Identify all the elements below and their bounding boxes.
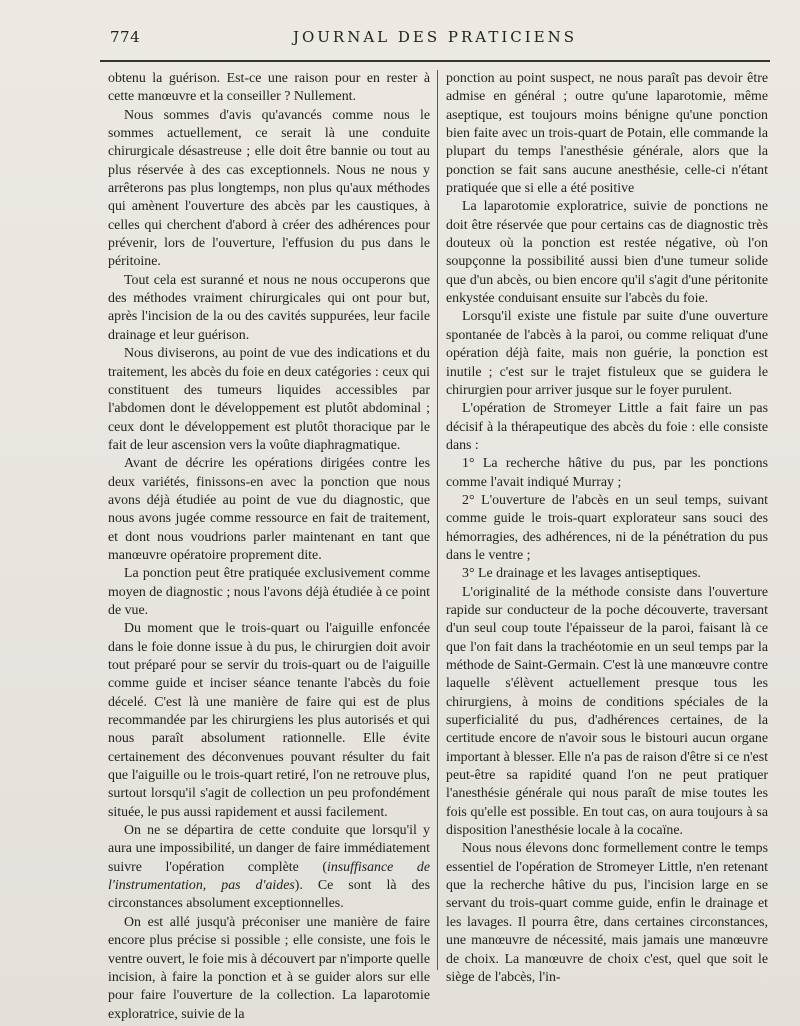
left-column [108, 70, 430, 1024]
paragraph: L'opération de Stromeyer Little a fait faire un pas décisif à la thérapeutique des abcès du foie : elle consiste dans : [446, 401, 768, 453]
paragraph: La laparotomie exploratrice, suivie de ponctions ne doit être réservée que pour certains cas de diagnostic très douteux où la ponction est restée négative, où l'on soupçonne la possibilité aussi bien d'une tumeur solide que d'un abcès, ou bien encore qu'il s'agit d'une péritonite enkystée conduisant ensuite sur l'abcès du foie. [446, 199, 768, 307]
paragraph: On est allé jusqu'à préconiser une manière de faire encore plus précise si possible ; elle consiste, une fois le ventre ouvert, le foie mis à découvert par n'importe quelle incision, à faire la ponction et à se guider alors sur elle pour faire l'ouverture de la collection. La laparotomie exploratrice, suivie de la [108, 914, 430, 1022]
list-item: 1° La recherche hâtive du pus, par les ponctions comme l'avait indiqué Murray ; [446, 456, 768, 490]
paragraph: La ponction peut être pratiquée exclusivement comme moyen de diagnostic ; nous l'avons déjà étudiée à ce point de vue. [108, 566, 430, 618]
column-divider [437, 70, 438, 970]
paragraph [108, 822, 430, 914]
paragraph: L'originalité de la méthode consiste dans l'ouverture rapide sur conducteur de la poche découverte, traversant d'un seul coup toute l'épaisseur de la paroi, faisant là ce que l'on fait dans la trachéotomie en un seul temps par la méthode de Saint-Germain. C'est là une manœuvre contre laquelle s'élèvent actuellement presque tous les chirurgiens, à moins de conditions spéciales de la superficialité du pus, d'adhérences certaines, de la certitude encore de n'avoir sous le bistouri aucun organe important à blesser. Elle n'a pas de raison d'être si ce n'est peut-être sa rapidité quand l'on ne peut pratiquer l'anesthésie générale qui nous paraît de mise toutes les fois qu'elle est possible. En tout cas, on aura toujours à sa disposition l'anesthésie locale à la cocaïne. [446, 584, 768, 839]
paragraph-text: ). Ce sont là des circonstances absolument exceptionnelles. [108, 878, 430, 912]
header-rule [100, 60, 770, 62]
list-item: 2° L'ouverture de l'abcès en un seul temps, suivant comme guide le trois-quart explorateur sans souci des hémorragies, des adhérences, ni de la pénétration du pus dans le ventre ; [446, 492, 768, 563]
running-head [110, 28, 760, 50]
paragraph: Nous diviserons, au point de vue des indications et du traitement, les abcès du foie en deux catégories : ceux qui constituent des tumeurs liquides accessibles par l'abdomen dont le développement est plutôt abdominal ; ceux dont le développement est plutôt thoracique par le fait de leur ascension vers la voûte diaphragmatique. [108, 346, 430, 453]
journal-title: JOURNAL DES PRATICIENS [292, 28, 578, 46]
paragraph-text: On ne se départira de cette conduite que lorsqu'il y aura une impossibilité, un danger de faire immédiatement suivre l'opération complète ( [108, 823, 430, 875]
page-number: 774 [110, 28, 141, 46]
paragraph: obtenu la guérison. Est-ce une raison pour en rester à cette manœuvre et la conseiller ? Nullement. [108, 71, 430, 105]
paragraph-italic: insuffisance de l'instrumentation, pas d'aides [108, 859, 430, 894]
paragraph: Nous sommes d'avis qu'avancés comme nous le sommes actuellement, ce serait là une conduite chirurgicale désastreuse ; elle doit être bannie ou tout au plus réservée à des cas exceptionnels. Nous ne nous y arrêterons pas plus longtemps, non plus qu'aux méthodes qui amènent l'ouverture des abcès par les caustiques, à celles qui cherchent d'abord à créer des adhérences pour prévenir, lors de l'ouverture, l'effusion du pus dans le péritoine. [108, 107, 430, 270]
list-item: 3° Le drainage et les lavages antiseptiques. [462, 566, 701, 582]
paragraph: Nous nous élevons donc formellement contre le temps essentiel de l'opération de Stromeyer Little, n'en retenant que la recherche hâtive du pus, l'incision large en se servant du trois-quart comme guide, enfin le drainage et les lavages. Il pourra être, dans certaines circonstances, une manœuvre de nécessité, mais jamais une manœuvre de choix. La manœuvre de choix c'est, quel que soit le siège de l'abcès, l'in- [446, 841, 768, 985]
right-column [446, 70, 768, 987]
paragraph: Tout cela est suranné et nous ne nous occuperons que des méthodes vraiment chirurgicales qui ont pour but, après l'incision de la ou des cavités suppurées, leur facile drainage et leur guérison. [108, 272, 430, 343]
paragraph: Du moment que le trois-quart ou l'aiguille enfoncée dans le foie donne issue à du pus, le chirurgien doit avoir tout préparé pour se servir du trois-quart ou de l'aiguille comme guide et inciser séance tenante l'abcès du foie décelé. C'est là une manière de faire qui est de plus recommandée par les chirurgiens les plus autorisés et qui nous paraît absolument rationnelle. Elle évite certainement des déconvenues pouvant résulter du fait que l'aiguille ou le trois-quart retiré, l'on ne retrouve plus, surtout lorsqu'il s'agit de collection un peu profondément située, le pus aussi rapidement et aussi facilement. [108, 621, 430, 820]
paragraph: ponction au point suspect, ne nous paraît pas devoir être admise en général ; outre qu'une laparotomie, même aseptique, est toujours moins bénigne qu'une ponction bien faite avec un trois-quart de Potain, elle commande la plupart du temps l'anesthésie générale, alors que la ponction se fait sans aucune anesthésie, celle-ci n'étant pratiquée que si elle a été positive [446, 71, 768, 197]
paragraph: Avant de décrire les opérations dirigées contre les deux variétés, finissons-en avec la ponction que nous avons déjà étudiée au point de vue du diagnostic, que nous avons jugée comme ressource en fait de traitement, et dont nous voudrions parler maintenant en tant que manœuvre opératoire proprement dite. [108, 456, 430, 563]
paragraph: Lorsqu'il existe une fistule par suite d'une ouverture spontanée de l'abcès à la paroi, ou comme reliquat d'une opération déjà faite, mais non guérie, la ponction est inutile ; c'est sur le trajet fistuleux que se guidera le chirurgien pour arriver jusque sur le foyer purulent. [446, 309, 768, 398]
